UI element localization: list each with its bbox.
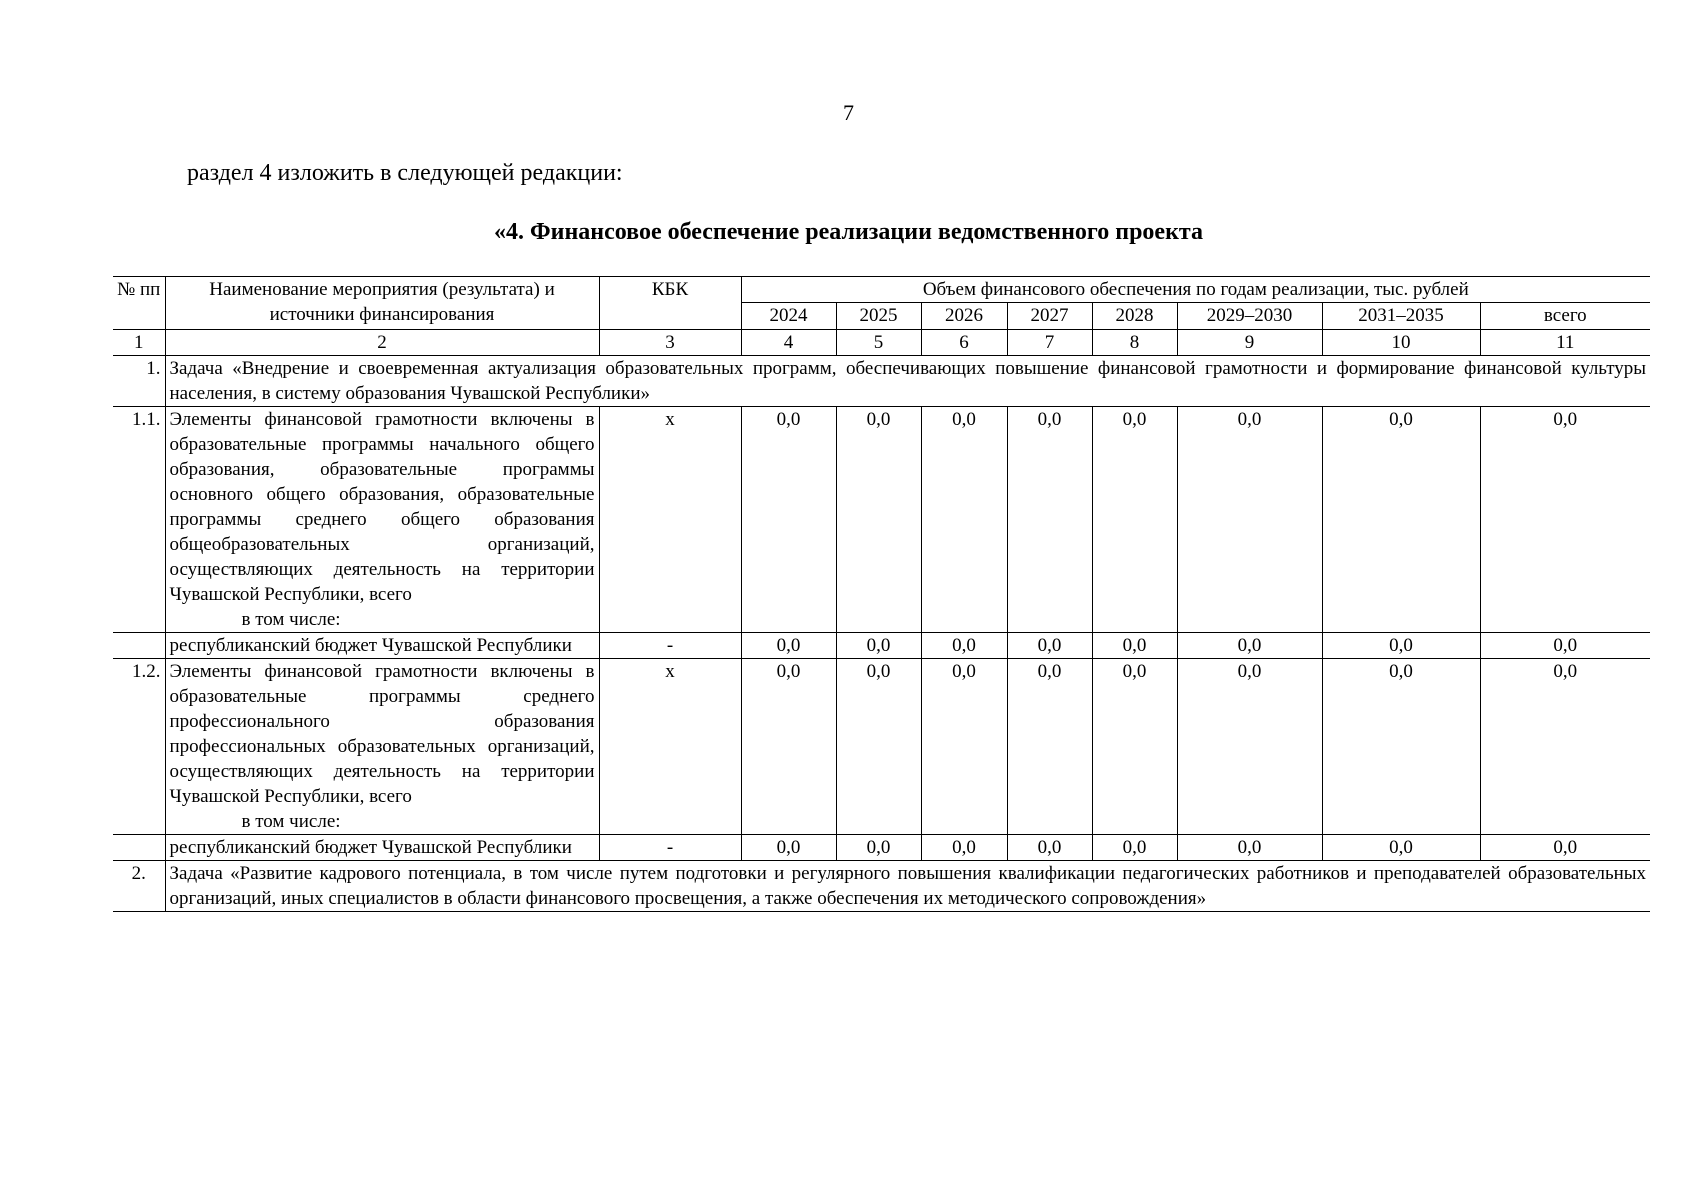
column-number: 8: [1092, 330, 1177, 356]
task-text: Задача «Развитие кадрового потенциала, в том числе путем подготовки и регулярного повышения квалификации педагогических работников и преподавателей образовательных организаций, иных специалистов в области финансового просвещения, а также обеспечения их методического сопровождения»: [165, 861, 1650, 912]
value-cell: 0,0: [921, 835, 1007, 861]
value-cell: 0,0: [1322, 407, 1480, 633]
item-name-cell: [165, 659, 599, 835]
table-row: [113, 633, 1650, 659]
table-row: [113, 407, 1650, 633]
value-cell: 0,0: [741, 835, 836, 861]
value-cell: 0,0: [1007, 659, 1092, 835]
header-year: 2029–2030: [1177, 303, 1322, 330]
kbk-cell: х: [599, 659, 741, 835]
source-name: республиканский бюджет Чувашской Республики: [165, 835, 599, 861]
value-cell: 0,0: [1480, 633, 1650, 659]
value-cell: 0,0: [1092, 407, 1177, 633]
value-cell: 0,0: [836, 835, 921, 861]
column-number: 10: [1322, 330, 1480, 356]
value-cell: 0,0: [1092, 633, 1177, 659]
column-number: 4: [741, 330, 836, 356]
row-number: 1.1.: [113, 407, 165, 633]
value-cell: 0,0: [921, 633, 1007, 659]
value-cell: 0,0: [1322, 633, 1480, 659]
column-number: 2: [165, 330, 599, 356]
table-header-row: [113, 277, 1650, 303]
source-name: республиканский бюджет Чувашской Республики: [165, 633, 599, 659]
column-number: 3: [599, 330, 741, 356]
financing-table: [113, 276, 1650, 912]
value-cell: 0,0: [1177, 407, 1322, 633]
column-number-row: [113, 330, 1650, 356]
item-name-cell: [165, 407, 599, 633]
section-title: «4. Финансовое обеспечение реализации ведомственного проекта: [494, 219, 1203, 245]
value-cell: 0,0: [1007, 835, 1092, 861]
value-cell: 0,0: [921, 407, 1007, 633]
value-cell: 0,0: [1480, 659, 1650, 835]
value-cell: 0,0: [741, 633, 836, 659]
value-cell: 0,0: [836, 407, 921, 633]
kbk-cell: -: [599, 835, 741, 861]
header-year: 2026: [921, 303, 1007, 330]
header-num: № пп: [113, 277, 165, 330]
header-name: Наименование мероприятия (результата) и источники финансирования: [165, 277, 599, 330]
header-kbk: КБК: [599, 277, 741, 330]
value-cell: 0,0: [1177, 835, 1322, 861]
kbk-cell: -: [599, 633, 741, 659]
including-label: в том числе:: [241, 811, 341, 832]
table-row: [113, 835, 1650, 861]
header-year: 2031–2035: [1322, 303, 1480, 330]
task-row: [113, 356, 1650, 407]
header-year: 2028: [1092, 303, 1177, 330]
value-cell: 0,0: [1322, 835, 1480, 861]
value-cell: 0,0: [1177, 659, 1322, 835]
kbk-cell: х: [599, 407, 741, 633]
header-volume: Объем финансового обеспечения по годам реализации, тыс. рублей: [741, 277, 1650, 303]
value-cell: 0,0: [1007, 407, 1092, 633]
header-year: 2024: [741, 303, 836, 330]
value-cell: 0,0: [1322, 659, 1480, 835]
row-number: 1.: [113, 356, 165, 407]
value-cell: 0,0: [1007, 633, 1092, 659]
header-year: 2025: [836, 303, 921, 330]
item-name: Элементы финансовой грамотности включены в образовательные программы среднего профессионального образования профессиональных образовательных организаций, осуществляющих деятельность на территории Чувашской Республики, всего: [169, 661, 595, 807]
value-cell: 0,0: [1092, 835, 1177, 861]
row-number-empty: [113, 633, 165, 659]
value-cell: 0,0: [1480, 835, 1650, 861]
value-cell: 0,0: [741, 407, 836, 633]
header-year: всего: [1480, 303, 1650, 330]
value-cell: 0,0: [836, 659, 921, 835]
column-number: 6: [921, 330, 1007, 356]
column-number: 9: [1177, 330, 1322, 356]
header-year: 2027: [1007, 303, 1092, 330]
value-cell: 0,0: [741, 659, 836, 835]
value-cell: 0,0: [1177, 633, 1322, 659]
intro-text: раздел 4 изложить в следующей редакции:: [187, 160, 623, 186]
column-number: 1: [113, 330, 165, 356]
task-text: Задача «Внедрение и своевременная актуализация образовательных программ, обеспечивающих повышение финансовой грамотности и формирование финансовой культуры населения, в систему образования Чувашской Республики»: [165, 356, 1650, 407]
including-label: в том числе:: [241, 609, 341, 630]
row-number-empty: [113, 835, 165, 861]
column-number: 7: [1007, 330, 1092, 356]
task-row: [113, 861, 1650, 912]
item-name: Элементы финансовой грамотности включены в образовательные программы начального общего образования, образовательные программы основного общего образования, образовательные программы среднего общего образования общеобразовательных организаций, осуществляющих деятельность на территории Чувашской Республики, всего: [169, 409, 595, 605]
page-number: 7: [843, 100, 854, 125]
table-row: [113, 659, 1650, 835]
column-number: 11: [1480, 330, 1650, 356]
value-cell: 0,0: [1092, 659, 1177, 835]
row-number: 1.2.: [113, 659, 165, 835]
value-cell: 0,0: [1480, 407, 1650, 633]
value-cell: 0,0: [836, 633, 921, 659]
column-number: 5: [836, 330, 921, 356]
row-number: 2.: [113, 861, 165, 912]
value-cell: 0,0: [921, 659, 1007, 835]
